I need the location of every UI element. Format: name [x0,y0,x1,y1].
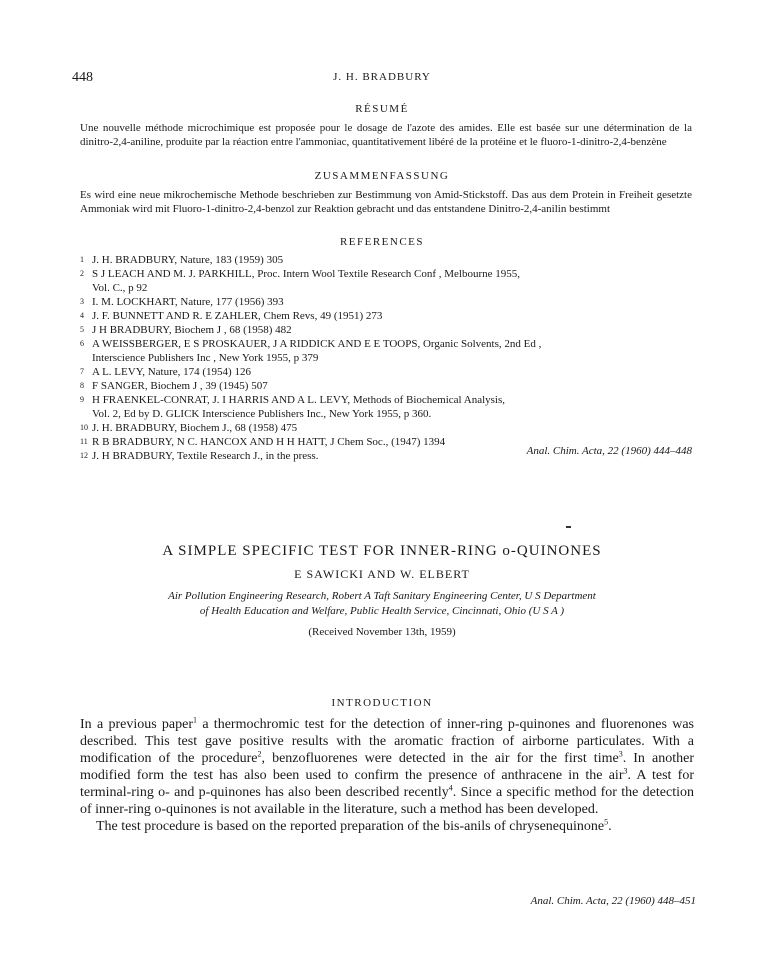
page-header [72,70,692,88]
intro-paragraph-1: In a previous paper$^1$ a thermochromic test for the detection of inner-ring p-quinones and fluorenones was described. This test gave positive results with the aromatic fraction of airborne particulates. With a modification of the procedure$^2$, benzofluorenes were detected in the air for the first time$^3$. In another modified form the test has also been used to confirm the presence of anthracene in the air$^3$. A test for terminal-ring o- and p-quinones has also been described recently$^4$. Since a specific method for the detection of inner-ring o-quinones is not available in the literature, such a method has been developed. [80,715,694,817]
reference-item: 6 A WEISSBERGER, E S PROSKAUER, J A RIDDICK AND E E TOOPS, Organic Solvents, 2nd Ed , [80,338,542,350]
running-head: J. H. BRADBURY [333,71,431,83]
article-authors: E SAWICKI AND W. ELBERT [294,567,470,581]
reference-continuation: Vol. C., p 92 [92,282,148,294]
intro-paragraph-2: The test procedure is based on the reported preparation of the bis-anils of chrysenequinone$^5$. [96,817,612,834]
footer-citation: Anal. Chim. Acta, 22 (1960) 448–451 [530,895,696,907]
reference-item: 5 J H BRADBURY, Biochem J , 68 (1958) 482 [80,324,292,336]
references-heading: REFERENCES [339,236,425,248]
zusammenfassung-text: Es wird eine neue mikrochemische Methode beschrieben zur Bestimmung von Amid-Stickstoff. Das aus dem Protein in Freiheit gesetzte Ammoniak wird mit Fluoro-1-dinitro-2,4-benzol zur Reaktion gebracht und das entstandene Dinitro-2,4-anilin bestimmt [80,189,692,215]
reference-continuation: Vol. 2, Ed by D. GLICK Interscience Publishers Inc., New York 1955, p 360. [92,408,432,420]
affiliation-line-2: of Health Education and Welfare, Public Health Service, Cincinnati, Ohio (U S A ) [199,605,565,617]
reference-item: 4 J. F. BUNNETT AND R. E ZAHLER, Chem Revs, 49 (1951) 273 [80,310,383,322]
previous-article-citation: Anal. Chim. Acta, 22 (1960) 444–448 [526,445,692,457]
zusammenfassung-heading: ZUSAMMENFASSUNG [314,170,450,182]
affiliation-line-1: Air Pollution Engineering Research, Robert A Taft Sanitary Engineering Center, U S Department [168,590,596,602]
reference-item: 9 H FRAENKEL-CONRAT, J. I HARRIS AND A L. LEVY, Methods of Biochemical Analysis, [80,394,506,406]
article-title: A SIMPLE SPECIFIC TEST FOR INNER-RING o-QUINONES [162,543,602,559]
received-date: (Received November 13th, 1959) [308,626,456,638]
reference-continuation: Interscience Publishers Inc , New York 1955, p 379 [92,352,319,364]
reference-list [80,253,692,463]
page-number: 448 [72,70,93,85]
reference-item: 1 J. H. BRADBURY, Nature, 183 (1959) 305 [80,254,284,266]
intro-heading: INTRODUCTION [331,697,433,709]
reference-item: 2 S J LEACH AND M. J. PARKHILL, Proc. Intern Wool Textile Research Conf , Melbourne 1955, [80,268,521,280]
divider-mark [566,526,571,528]
reference-item: 10 J. H. BRADBURY, Biochem J., 68 (1958) 475 [80,422,298,434]
introduction-body [80,716,694,835]
reference-item: 12 J. H BRADBURY, Textile Research J., in the press. [80,450,319,462]
reference-item: 3 I. M. LOCKHART, Nature, 177 (1956) 393 [80,296,284,308]
reference-item: 7 A L. LEVY, Nature, 174 (1954) 126 [80,366,251,378]
resume-heading: RÉSUMÉ [355,103,409,115]
reference-item: 11 R B BRADBURY, N C. HANCOX AND H H HATT, J Chem Soc., (1947) 1394 [80,436,446,448]
resume-text: Une nouvelle méthode microchimique est proposée pour le dosage de l'azote des amides. Elle est basée sur une détermination de la dinitro-2,4-aniline, produite par la réaction entre l'ammoniac, quantitativement libéré de la protéine et le fluoro-1-dinitro-2,4-benzène [80,122,692,148]
reference-item: 8 F SANGER, Biochem J , 39 (1945) 507 [80,380,268,392]
